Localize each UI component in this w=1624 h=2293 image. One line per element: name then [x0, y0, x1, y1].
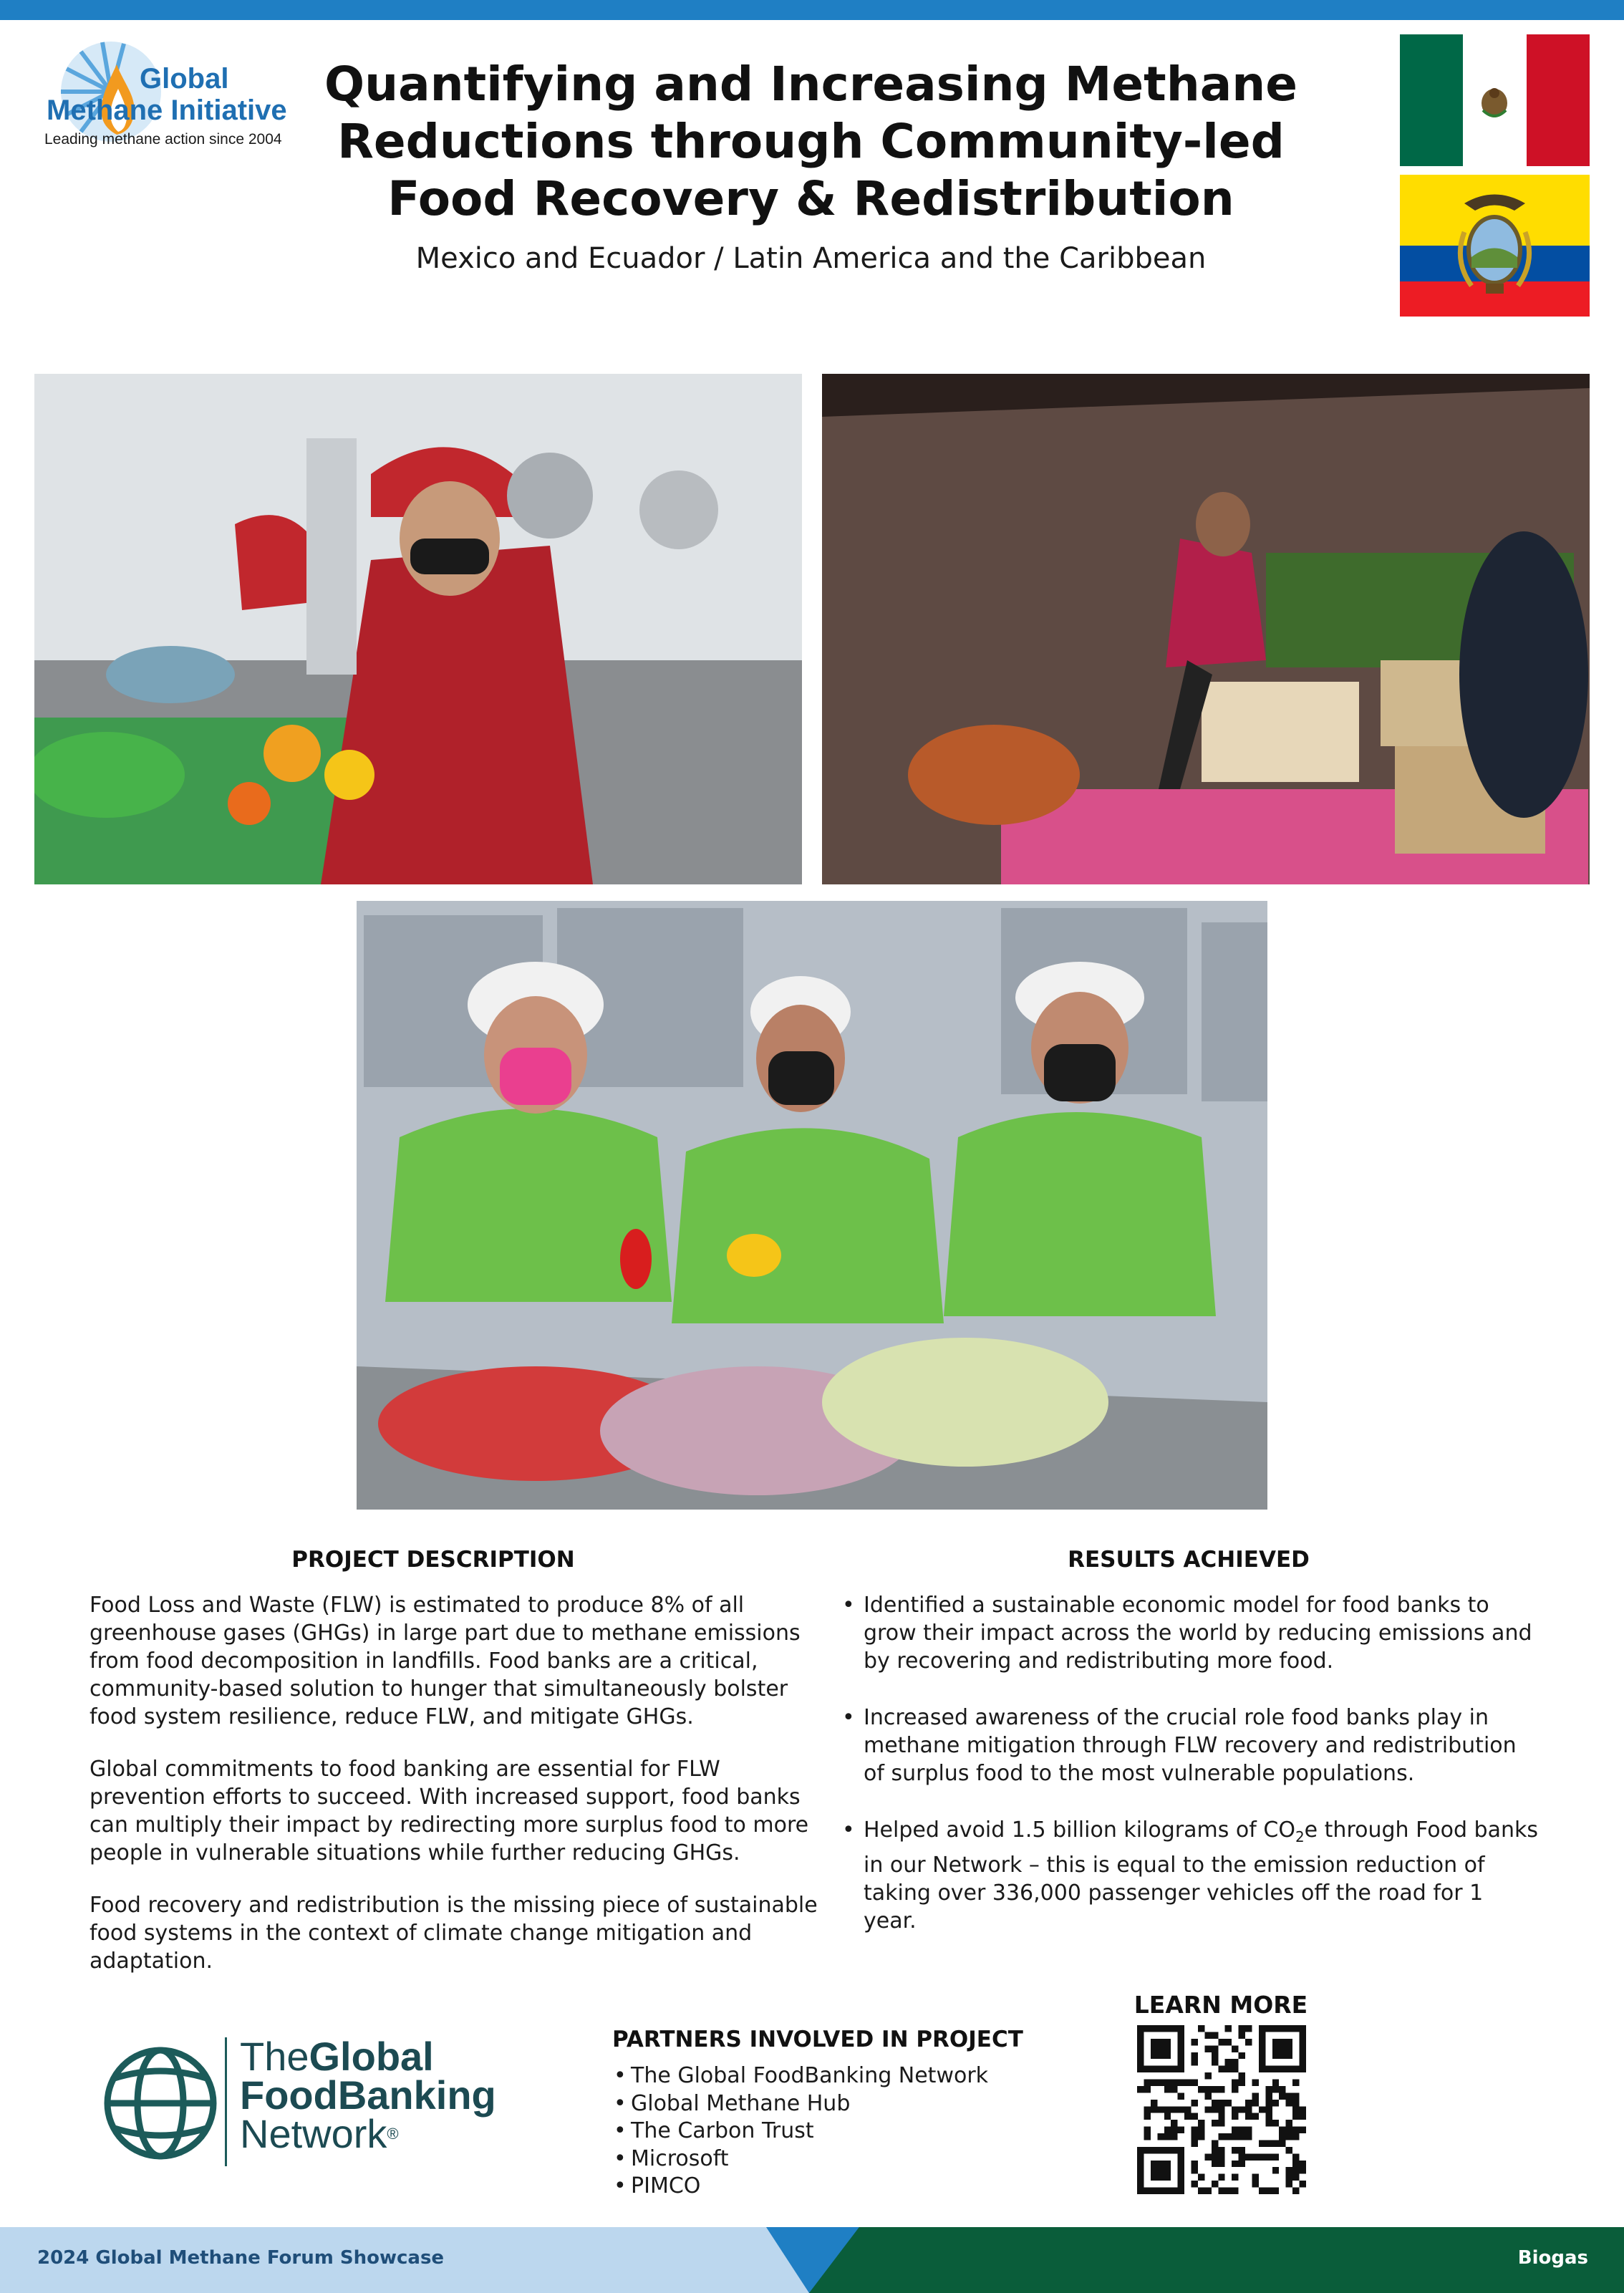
partner-item: • Global Methane Hub [612, 2090, 988, 2118]
footer-right-band [809, 2227, 1624, 2293]
page-subtitle: Mexico and Ecuador / Latin America and the Caribbean [415, 242, 1207, 275]
mexico-flag [1400, 34, 1590, 166]
ecuador-flag [1400, 175, 1590, 317]
footer-chevron-icon [766, 2227, 859, 2293]
partner-item: • The Global FoodBanking Network [612, 2062, 988, 2090]
gfn-registered: ® [387, 2125, 399, 2143]
title-line-3: Food Recovery & Redistribution [387, 171, 1234, 226]
partners-heading: PARTNERS INVOLVED IN PROJECT [612, 2027, 1023, 2052]
qr-code-icon[interactable] [1137, 2025, 1306, 2194]
gfn-the: The [240, 2034, 309, 2079]
results-achieved-heading: RESULTS ACHIEVED [1068, 1547, 1310, 1573]
results-item-3-text: Helped avoid 1.5 billion kilograms of CO [864, 1817, 1295, 1843]
mexico-flag-white [1463, 34, 1526, 166]
partner-item: • PIMCO [612, 2173, 988, 2201]
title-line-2: Reductions through Community-led [337, 114, 1285, 169]
gfn-network: Network [240, 2111, 387, 2156]
partner-item: • Microsoft [612, 2145, 988, 2173]
results-item-3 [838, 1816, 1540, 1935]
gfn-logo-text [240, 2034, 496, 2156]
photo-icon [357, 901, 1267, 1510]
photo-truck-food-crates [822, 374, 1590, 884]
learn-more-heading: LEARN MORE [1134, 1991, 1308, 2019]
results-item-3-subscript: 2 [1295, 1828, 1305, 1845]
title-line-1: Quantifying and Increasing Methane [324, 57, 1297, 112]
ecuador-coat-of-arms-icon [1450, 189, 1540, 304]
partner-item: • The Carbon Trust [612, 2118, 988, 2145]
logo-tagline: Leading methane action since 2004 [44, 131, 282, 148]
results-item-2: • Increased awareness of the crucial role food banks play in methane mitigation through FLW recovery and redistribution of surplus food to the most vulnerable populations. [838, 1704, 1540, 1787]
mexico-flag-red [1527, 34, 1590, 166]
gfn-globe-icon [92, 2042, 232, 2164]
photo-icon [822, 374, 1590, 884]
results-list [838, 1591, 1540, 1964]
project-description-heading: PROJECT DESCRIPTION [291, 1547, 575, 1573]
logo-text-global: Global [140, 63, 229, 95]
results-item-3-text-rest: e through Food banks in our Network – this is equal to the emission reduction of taking over 336,000 passenger vehicles off the road for 1 year. [864, 1817, 1538, 1934]
logo-text-methane-initiative: Methane Initiative [47, 95, 287, 126]
partners-list [612, 2062, 988, 2201]
footer-category-text: Biogas [1517, 2247, 1588, 2269]
top-accent-bar [0, 0, 1624, 20]
gfn-divider [225, 2037, 227, 2166]
photo-food-bank-volunteers [357, 901, 1267, 1510]
mexico-coat-of-arms-icon [1477, 79, 1512, 122]
gfn-global: Global [309, 2034, 434, 2079]
gfn-foodbanking: FoodBanking [240, 2072, 496, 2118]
mexico-flag-green [1400, 34, 1463, 166]
page-title [301, 56, 1321, 228]
photo-kitchen-volunteers [34, 374, 802, 884]
project-description-paragraph-1: Food Loss and Waste (FLW) is estimated to produce 8% of all greenhouse gases (GHGs) in large part due to methane emissions from food decomposition in landfills. Food banks are a critical, community-based solution to hunger that simultaneously bolster food system resilience, reduce FLW, and mitigate GHGs. [90, 1593, 801, 1729]
results-item-1: • Identified a sustainable economic model for food banks to grow their impact across the world by reducing emissions and by recovering and redistributing more food. [838, 1591, 1540, 1675]
project-description-paragraph-2: Global commitments to food banking are essential for FLW prevention efforts to succeed. With increased support, food banks can multiply their impact by redirecting more surplus food to more people in vulnerable situations while further reducing GHGs. [90, 1757, 809, 1865]
photo-icon [34, 374, 802, 884]
footer-showcase-text: 2024 Global Methane Forum Showcase [37, 2247, 445, 2269]
project-description-paragraph-3: Food recovery and redistribution is the missing piece of sustainable food systems in the context of climate change mitigation and adaptation. [90, 1893, 818, 1974]
